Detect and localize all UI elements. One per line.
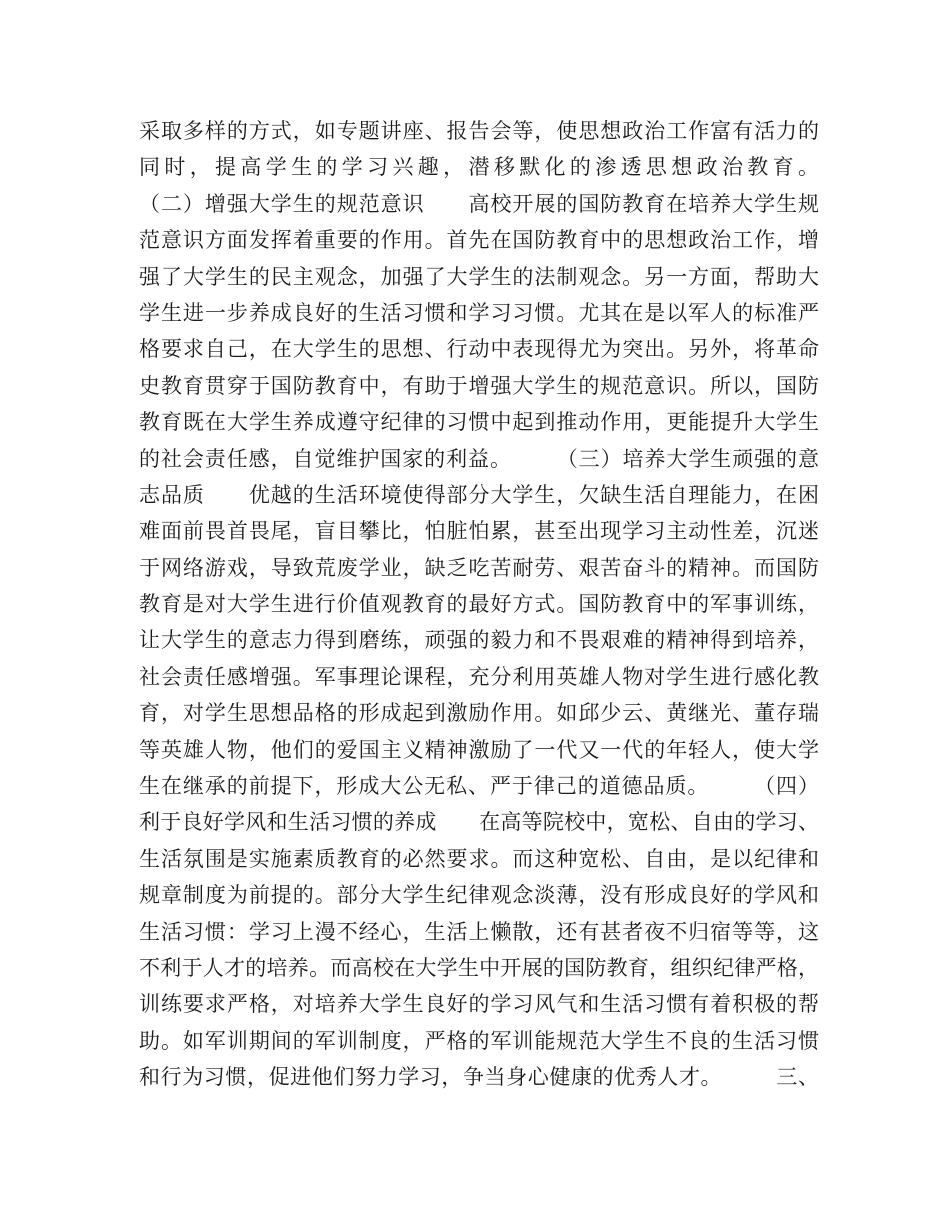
text-line: 难面前畏首畏尾，盲目攀比，怕脏怕累，甚至出现学习主动性差，沉迷 bbox=[139, 519, 819, 544]
text-line: 强了大学生的民主观念，加强了大学生的法制观念。另一方面，帮助大 bbox=[139, 264, 819, 289]
text-line: 志品质 优越的生活环境使得部分大学生，欠缺生活自理能力，在困 bbox=[139, 482, 819, 507]
text-line: 等英雄人物，他们的爱国主义精神激励了一代又一代的年轻人，使大学 bbox=[139, 737, 819, 762]
text-line: 学生进一步养成良好的生活习惯和学习习惯。尤其在是以军人的标准严 bbox=[139, 300, 819, 325]
text-line: 采取多样的方式，如专题讲座、报告会等，使思想政治工作富有活力的 bbox=[139, 119, 819, 143]
text-line: 生在继承的前提下，形成大公无私、严于律己的道德品质。 （四） bbox=[139, 774, 819, 799]
text-line: 让大学生的意志力得到磨练，顽强的毅力和不畏艰难的精神得到培养， bbox=[139, 628, 819, 653]
text-line: 教育是对大学生进行价值观教育的最好方式。国防教育中的军事训练， bbox=[139, 592, 819, 617]
text-line: 社会责任感增强。军事理论课程，充分利用英雄人物对学生进行感化教 bbox=[139, 664, 819, 689]
text-line: 史教育贯穿于国防教育中，有助于增强大学生的规范意识。所以，国防 bbox=[139, 373, 819, 398]
text-line: 同时，提高学生的学习兴趣，潜移默化的渗透思想政治教育。 bbox=[139, 155, 819, 180]
text-line: 训练要求严格，对培养大学生良好的学习风气和生活习惯有着积极的帮 bbox=[139, 992, 819, 1017]
text-line: 利于良好学风和生活习惯的养成 在高等院校中，宽松、自由的学习、 bbox=[139, 810, 819, 835]
text-line: 范意识方面发挥着重要的作用。首先在国防教育中的思想政治工作，增 bbox=[139, 228, 819, 253]
text-line: 于网络游戏，导致荒废学业，缺乏吃苦耐劳、艰苦奋斗的精神。而国防 bbox=[139, 555, 819, 580]
text-line: 育，对学生思想品格的形成起到激励作用。如邱少云、黄继光、董存瑞 bbox=[139, 701, 819, 726]
text-line: 规章制度为前提的。部分大学生纪律观念淡薄，没有形成良好的学风和 bbox=[139, 883, 819, 908]
text-line: （二）增强大学生的规范意识 高校开展的国防教育在培养大学生规 bbox=[139, 191, 819, 216]
text-line: 的社会责任感，自觉维护国家的利益。 （三）培养大学生顽强的意 bbox=[139, 446, 819, 471]
text-line: 教育既在大学生养成遵守纪律的习惯中起到推动作用，更能提升大学生 bbox=[139, 410, 819, 435]
text-line: 生活习惯：学习上漫不经心，生活上懒散，还有甚者夜不归宿等等，这 bbox=[139, 919, 819, 944]
text-line: 格要求自己，在大学生的思想、行动中表现得尤为突出。另外，将革命 bbox=[139, 337, 819, 362]
text-line: 和行为习惯，促进他们努力学习，争当身心健康的优秀人才。 三、 bbox=[139, 1065, 819, 1090]
text-line: 不利于人才的培养。而高校在大学生中开展的国防教育，组织纪律严格， bbox=[139, 955, 819, 980]
text-line: 生活氛围是实施素质教育的必然要求。而这种宽松、自由，是以纪律和 bbox=[139, 846, 819, 871]
text-line: 助。如军训期间的军训制度，严格的军训能规范大学生不良的生活习惯 bbox=[139, 1028, 819, 1053]
body-text bbox=[139, 113, 819, 1096]
